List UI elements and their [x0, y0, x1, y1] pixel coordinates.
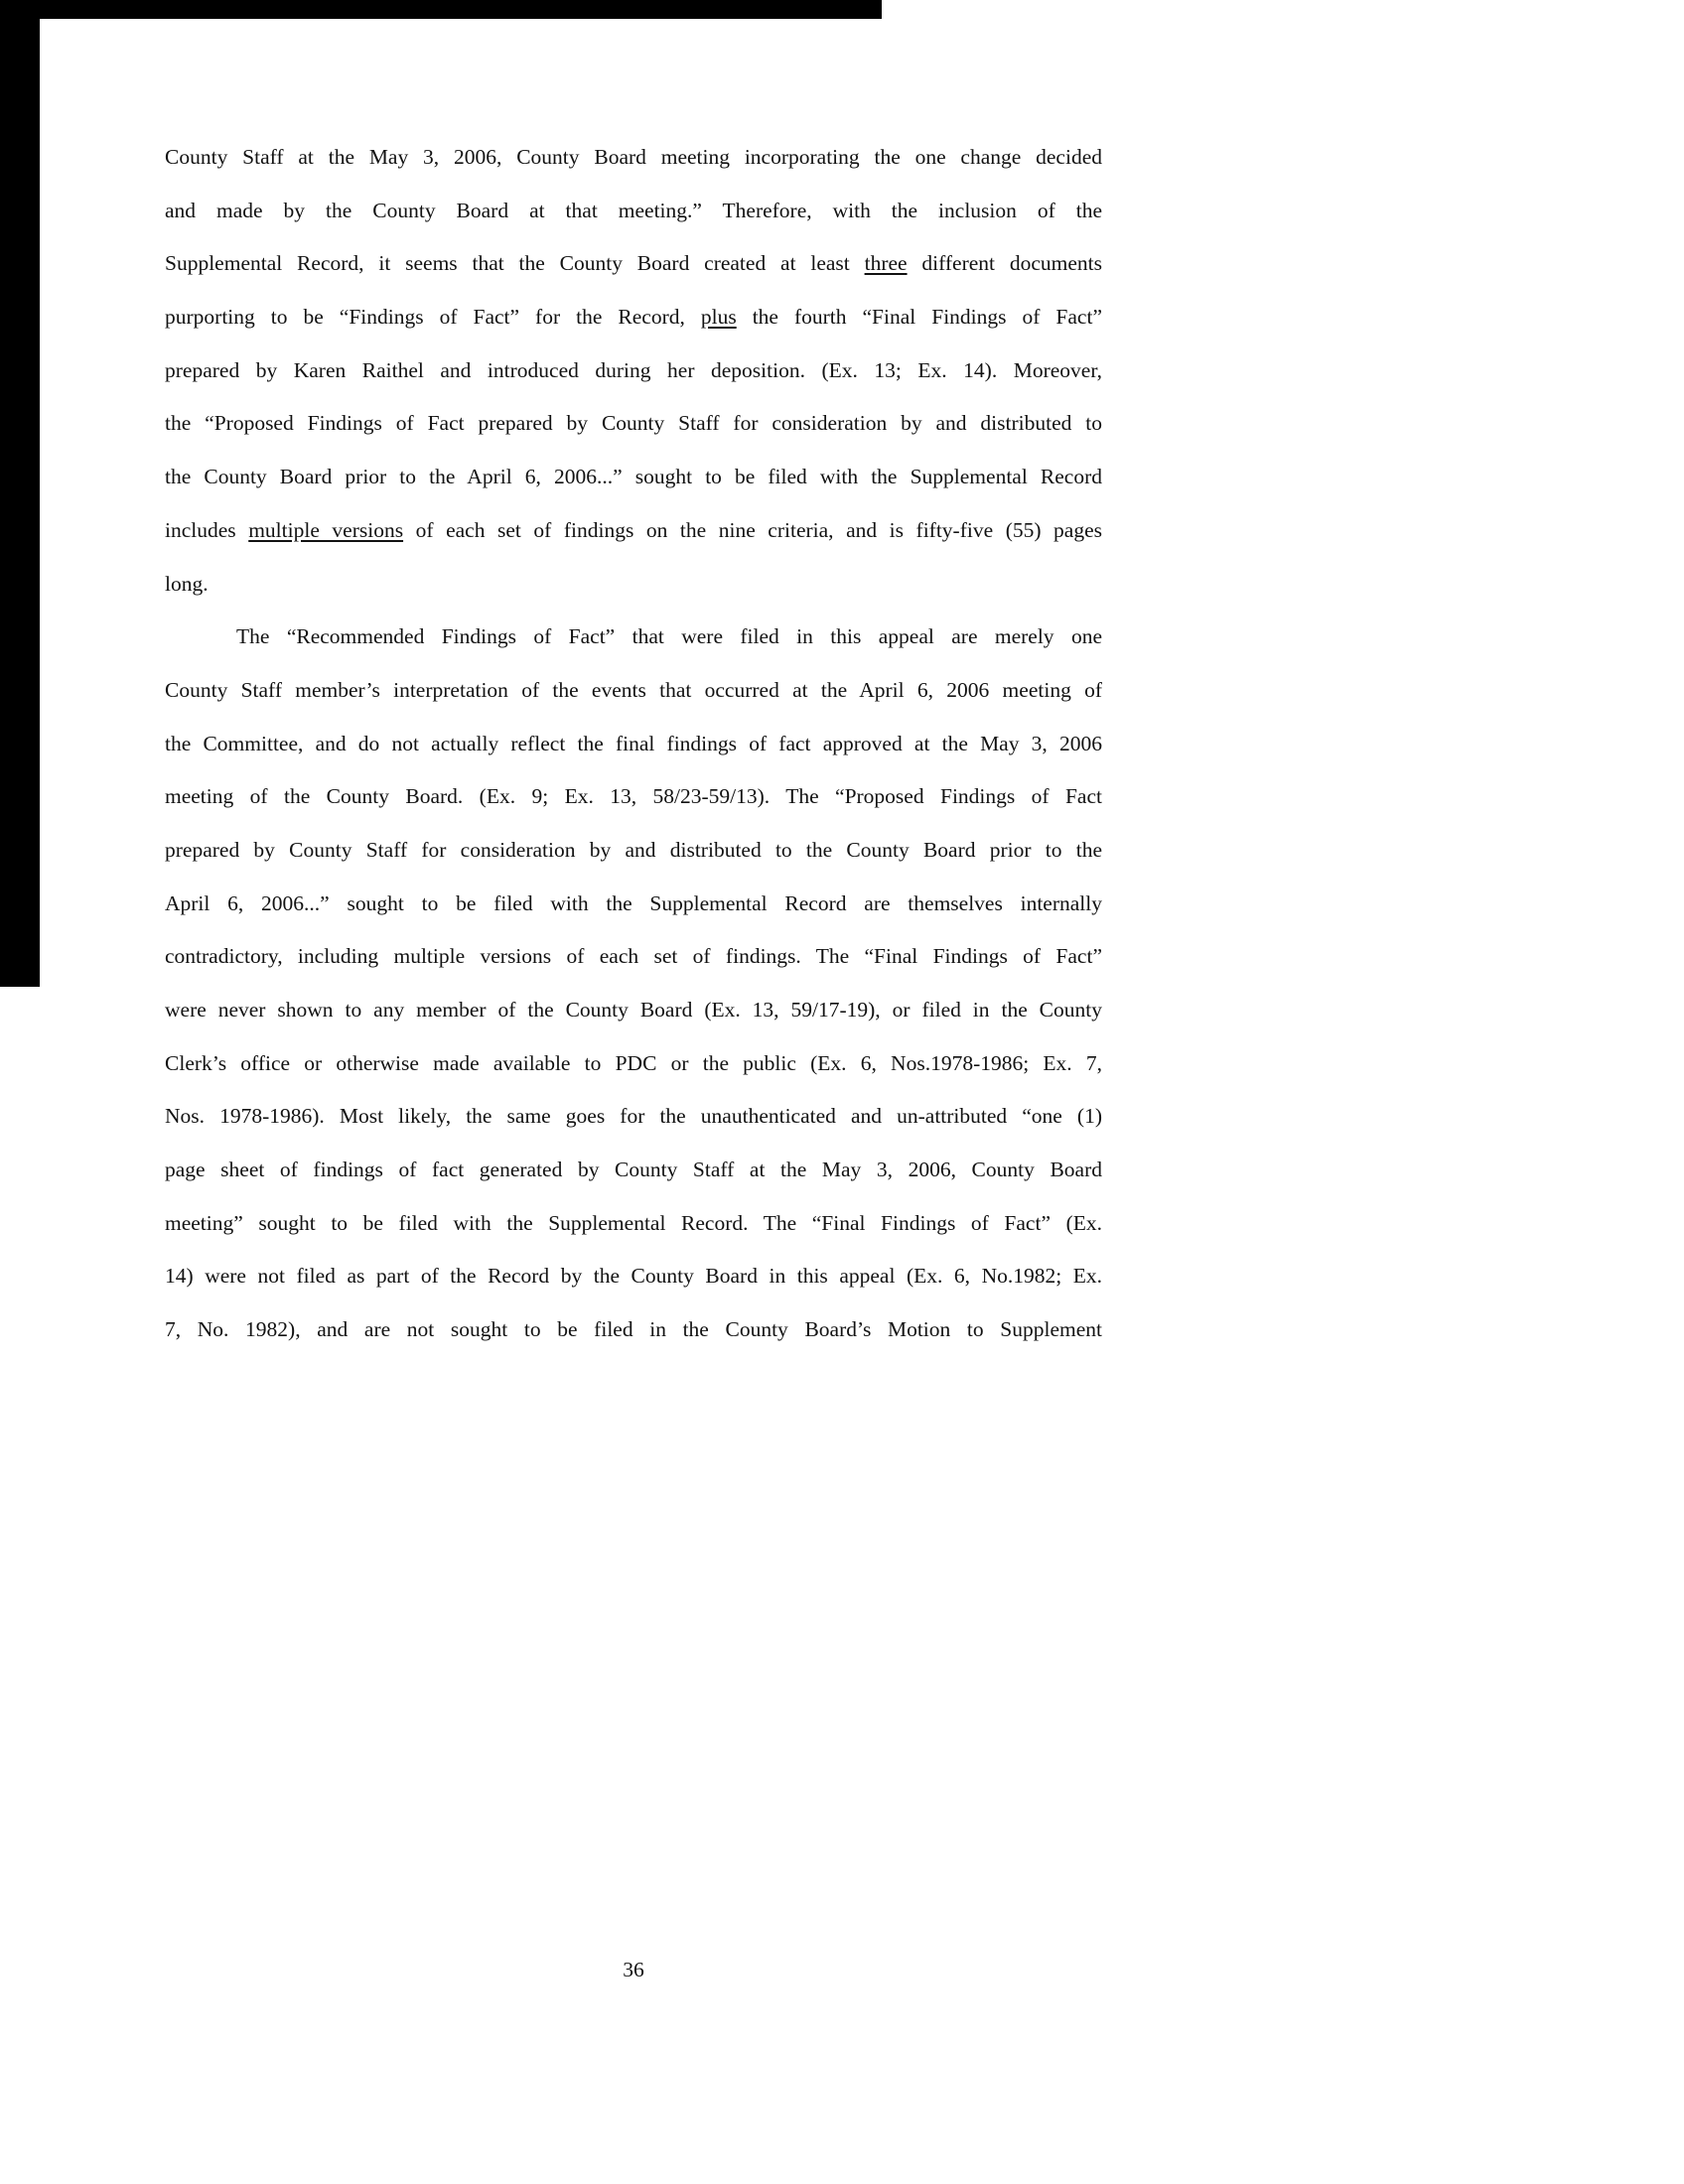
text-line [165, 664, 1102, 718]
text-line [165, 504, 1102, 558]
text-run: April 6, 2006...” sought to be filed with the Supplemental Record are themselves internally [165, 890, 1102, 915]
text-line [165, 131, 1102, 185]
text-run: County Staff member’s interpretation of the events that occurred at the April 6, 2006 meeting of [165, 677, 1102, 702]
text-line [165, 824, 1102, 878]
text-line [165, 718, 1102, 771]
text-run: meeting” sought to be filed with the Supplemental Record. The “Final Findings of Fact” (Ex. [165, 1210, 1102, 1235]
text-run: prepared by Karen Raithel and introduced during her deposition. (Ex. 13; Ex. 14). Moreover, [165, 357, 1102, 382]
text-run: the “Proposed Findings of Fact prepared by County Staff for consideration by and distributed to [165, 411, 1102, 436]
text-run: long. [165, 571, 209, 596]
text-line [165, 291, 1102, 344]
text-run: meeting of the County Board. (Ex. 9; Ex. 13, 58/23-59/13). The “Proposed Findings of Fact [165, 784, 1102, 809]
text-line [165, 397, 1102, 451]
text-line [165, 1303, 1102, 1357]
text-run: Nos. 1978-1986). Most likely, the same goes for the unauthenticated and un-attributed “one (1) [165, 1104, 1102, 1129]
text-run: the Committee, and do not actually reflect the final findings of fact approved at the May 3, 2006 [165, 731, 1102, 755]
text-line [165, 770, 1102, 824]
text-run: Supplemental Record, it seems that the County Board created at least [165, 251, 865, 276]
text-line [165, 878, 1102, 931]
underlined-text: plus [700, 305, 737, 330]
text-line [165, 185, 1102, 238]
text-line [165, 611, 1102, 664]
text-run: County Staff at the May 3, 2006, County Board meeting incorporating the one change decided [165, 145, 1102, 169]
text-run: the fourth “Final Findings of Fact” [736, 305, 1102, 330]
text-line [165, 1144, 1102, 1197]
underlined-text: multiple versions [248, 517, 404, 542]
text-run: and made by the County Board at that meeting.” Therefore, with the inclusion of the [165, 198, 1102, 222]
scan-artifact-top-bar [0, 0, 882, 19]
text-run: prepared by County Staff for consideration by and distributed to the County Board prior to the [165, 837, 1102, 862]
text-run: includes [165, 517, 249, 542]
text-run: of each set of findings on the nine criteria, and is fifty-five (55) pages [403, 517, 1102, 542]
text-line [165, 451, 1102, 504]
text-run: were never shown to any member of the County Board (Ex. 13, 59/17-19), or filed in the County [165, 998, 1102, 1022]
text-block [165, 131, 1102, 1357]
text-line [165, 1090, 1102, 1144]
text-line [165, 1197, 1102, 1251]
text-line [165, 930, 1102, 984]
text-run: contradictory, including multiple versions of each set of findings. The “Final Findings of Fact” [165, 944, 1102, 969]
scan-artifact-left-bar [0, 0, 40, 987]
text-line [165, 984, 1102, 1037]
text-run: the County Board prior to the April 6, 2006...” sought to be filed with the Supplemental Record [165, 465, 1102, 489]
text-run: purporting to be “Findings of Fact” for the Record, [165, 305, 701, 330]
text-run: page sheet of findings of fact generated by County Staff at the May 3, 2006, County Board [165, 1158, 1102, 1182]
text-run: Clerk’s office or otherwise made available to PDC or the public (Ex. 6, Nos.1978-1986; Ex. 7, [165, 1050, 1102, 1075]
text-run: different documents [907, 251, 1102, 276]
text-run: The “Recommended Findings of Fact” that were filed in this appeal are merely one [236, 624, 1102, 649]
text-line [165, 1037, 1102, 1091]
text-line [165, 237, 1102, 291]
text-line [165, 1250, 1102, 1303]
text-run: 14) were not filed as part of the Record by the County Board in this appeal (Ex. 6, No.1982; Ex. [165, 1264, 1102, 1289]
text-line [165, 558, 1102, 612]
underlined-text: three [864, 251, 908, 276]
text-line [165, 344, 1102, 398]
page-number: 36 [623, 1958, 644, 1981]
text-run: 7, No. 1982), and are not sought to be filed in the County Board’s Motion to Supplement [165, 1317, 1102, 1342]
